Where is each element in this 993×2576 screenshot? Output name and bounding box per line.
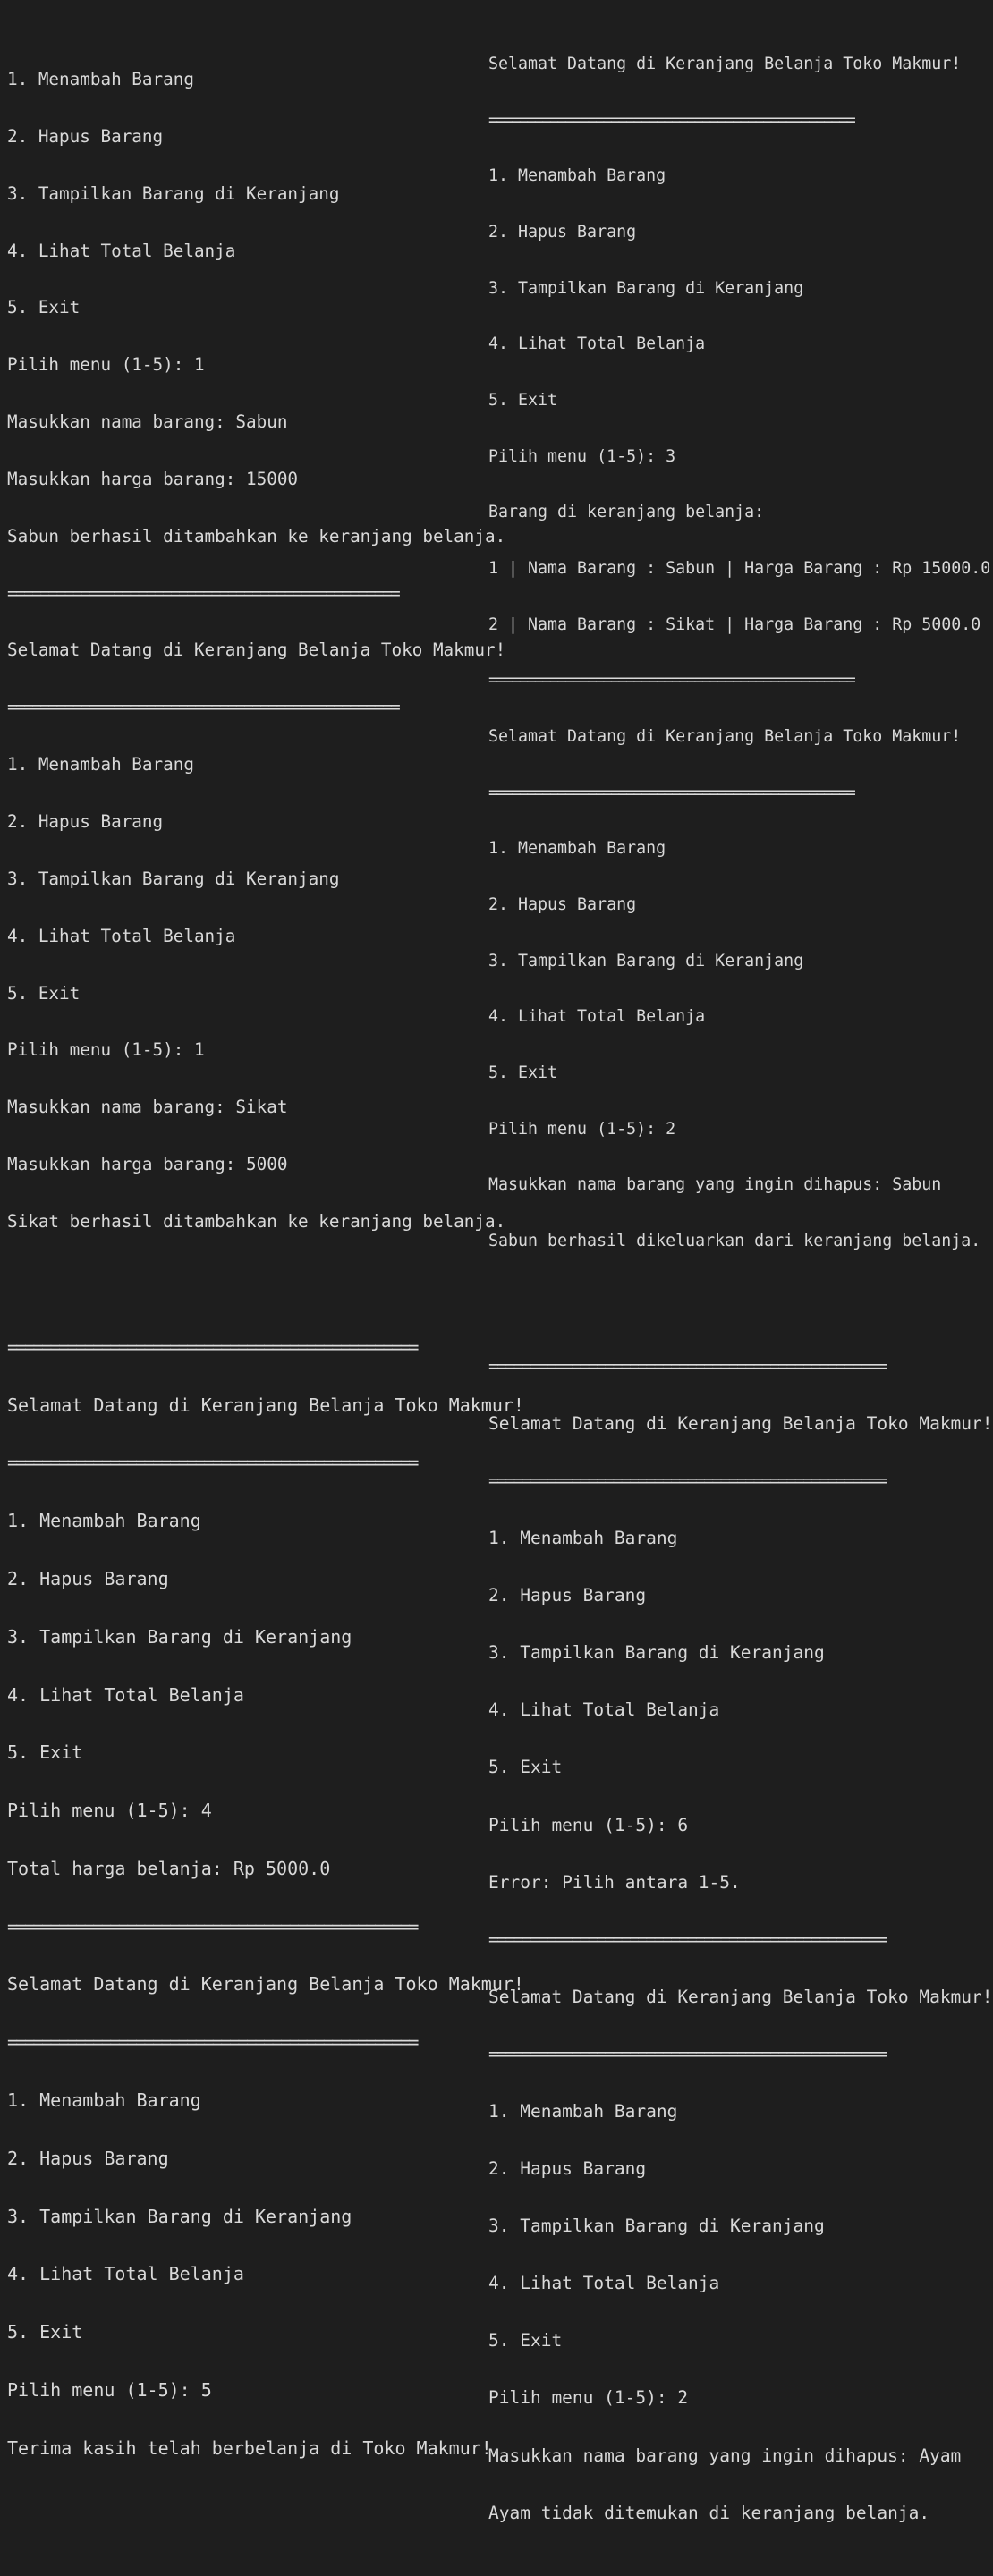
terminal-line: 3. Tampilkan Barang di Keranjang [488, 2216, 825, 2237]
terminal-separator: ================================================ [488, 1470, 886, 1491]
right-terminal-output [488, 0, 993, 2576]
terminal-line: Selamat Datang di Keranjang Belanja Toko Makmur! [488, 1412, 993, 1434]
terminal-line: 4. Lihat Total Belanja [7, 2263, 244, 2285]
terminal-line: Pilih menu (1-5): 2 [488, 2387, 689, 2409]
terminal-line: 5. Exit [7, 2321, 83, 2343]
terminal-line: 3. Tampilkan Barang di Keranjang [7, 868, 340, 889]
terminal-line: 4. Lihat Total Belanja [7, 1683, 244, 1706]
terminal-separator: ================================================ [7, 697, 399, 718]
terminal-line: 2. Hapus Barang [7, 1567, 169, 1589]
terminal-line: Selamat Datang di Keranjang Belanja Toko Makmur! [7, 1394, 524, 1416]
terminal-line: 5. Exit [7, 982, 81, 1004]
terminal-separator: ================================================ [488, 2043, 886, 2064]
terminal-separator: ================================================ [7, 1915, 417, 1937]
terminal-line: 4. Lihat Total Belanja [488, 2273, 720, 2294]
terminal-line: 4. Lihat Total Belanja [488, 1699, 720, 1721]
terminal-line: 1. Menambah Barang [7, 69, 194, 89]
terminal-line: Selamat Datang di Keranjang Belanja Toko Makmur! [488, 55, 962, 73]
left-terminal-output [7, 0, 524, 2512]
terminal-line: 5. Exit [488, 391, 558, 411]
terminal-line: Sikat berhasil ditambahkan ke keranjang belanja. [7, 1210, 506, 1232]
terminal-line: Barang di keranjang belanja: [488, 503, 765, 522]
terminal-line: 1. Menambah Barang [488, 2101, 678, 2122]
terminal-line: Pilih menu (1-5): 2 [488, 1119, 676, 1139]
terminal-line: 5. Exit [488, 1757, 563, 1778]
terminal-line: 3. Tampilkan Barang di Keranjang [7, 182, 340, 204]
terminal-line: Pilih menu (1-5): 1 [7, 1039, 205, 1061]
terminal-line: 3. Tampilkan Barang di Keranjang [7, 2205, 352, 2227]
right-terminal-band-a [488, 20, 991, 1287]
terminal-separator: ================================================ [488, 1928, 886, 1950]
terminal-line: Pilih menu (1-5): 6 [488, 1814, 689, 1835]
terminal-separator: ================================================ [488, 110, 854, 130]
terminal-line: Sabun berhasil dikeluarkan dari keranjang belanja. [488, 1232, 981, 1251]
terminal-line: 2. Hapus Barang [488, 2158, 647, 2180]
terminal-line: Total harga belanja: Rp 5000.0 [7, 1857, 331, 1879]
terminal-line: 4. Lihat Total Belanja [488, 335, 706, 354]
terminal-line: Masukkan nama barang yang ingin dihapus: Ayam [488, 2445, 962, 2466]
terminal-line: Pilih menu (1-5): 4 [7, 1800, 212, 1822]
terminal-line: Selamat Datang di Keranjang Belanja Toko Makmur! [488, 727, 962, 747]
terminal-line: 2. Hapus Barang [7, 2147, 169, 2169]
terminal-line: Masukkan nama barang yang ingin dihapus: Sabun [488, 1175, 942, 1195]
cart-item-line: 1 | Nama Barang : Sabun | Harga Barang : Rp 15000.0 [488, 559, 991, 579]
terminal-line: Masukkan nama barang: Sabun [7, 411, 288, 433]
terminal-line: 4. Lihat Total Belanja [7, 240, 236, 261]
terminal-line: Masukkan harga barang: 5000 [7, 1154, 288, 1175]
terminal-line: 1. Menambah Barang [7, 2089, 201, 2112]
terminal-separator: ================================================ [488, 1355, 886, 1377]
terminal-line: Pilih menu (1-5): 5 [7, 2379, 212, 2402]
terminal-line: 2. Hapus Barang [7, 125, 164, 147]
terminal-line: 1. Menambah Barang [488, 1528, 678, 1549]
terminal-line: 3. Tampilkan Barang di Keranjang [488, 951, 804, 970]
left-terminal-band-a [7, 34, 506, 1267]
terminal-line: 3. Tampilkan Barang di Keranjang [488, 1642, 825, 1664]
terminal-line: Selamat Datang di Keranjang Belanja Toko Makmur! [488, 1986, 993, 2007]
terminal-separator: ================================================ [488, 671, 854, 691]
terminal-line: 2. Hapus Barang [488, 895, 637, 915]
terminal-line: 4. Lihat Total Belanja [488, 1007, 706, 1027]
terminal-line: 2. Hapus Barang [488, 223, 637, 242]
terminal-separator: ================================================ [7, 1452, 417, 1474]
terminal-line: 2. Hapus Barang [7, 810, 164, 832]
terminal-line: 1. Menambah Barang [488, 166, 666, 186]
terminal-line: 1. Menambah Barang [7, 1510, 201, 1532]
terminal-separator: ================================================ [488, 783, 854, 802]
terminal-line: Pilih menu (1-5): 3 [488, 446, 676, 466]
terminal-line: Pilih menu (1-5): 1 [7, 354, 205, 376]
left-terminal-band-b [7, 1301, 524, 2495]
terminal-line: 5. Exit [7, 297, 81, 318]
terminal-line: 2. Hapus Barang [488, 1585, 647, 1606]
terminal-separator: ================================================ [7, 2031, 417, 2054]
terminal-line: Selamat Datang di Keranjang Belanja Toko Makmur! [7, 1973, 524, 1996]
terminal-separator: ================================================ [7, 1335, 417, 1358]
terminal-line: 3. Tampilkan Barang di Keranjang [7, 1625, 352, 1648]
terminal-line: Selamat Datang di Keranjang Belanja Toko Makmur! [7, 640, 506, 661]
terminal-line: 5. Exit [488, 2330, 563, 2351]
terminal-line: 1. Menambah Barang [488, 839, 666, 859]
terminal-line: 5. Exit [7, 1741, 83, 1764]
terminal-line: 5. Exit [488, 1063, 558, 1083]
right-terminal-band-b [488, 1321, 993, 2559]
terminal-line: Sabun berhasil ditambahkan ke keranjang belanja. [7, 525, 506, 547]
error-message: Error: Pilih antara 1-5. [488, 1871, 741, 1893]
terminal-line: Masukkan harga barang: 15000 [7, 468, 299, 489]
cart-item-line: 2 | Nama Barang : Sikat | Harga Barang : Rp 5000.0 [488, 614, 981, 634]
terminal-line: Terima kasih telah berbelanja di Toko Makmur! [7, 2436, 492, 2459]
terminal-line: Masukkan nama barang: Sikat [7, 1097, 288, 1118]
terminal-separator: ================================================ [7, 582, 399, 604]
terminal-line: 4. Lihat Total Belanja [7, 925, 236, 946]
terminal-line: 3. Tampilkan Barang di Keranjang [488, 278, 804, 298]
terminal-line: Ayam tidak ditemukan di keranjang belanja. [488, 2502, 930, 2523]
terminal-line: 1. Menambah Barang [7, 754, 194, 775]
